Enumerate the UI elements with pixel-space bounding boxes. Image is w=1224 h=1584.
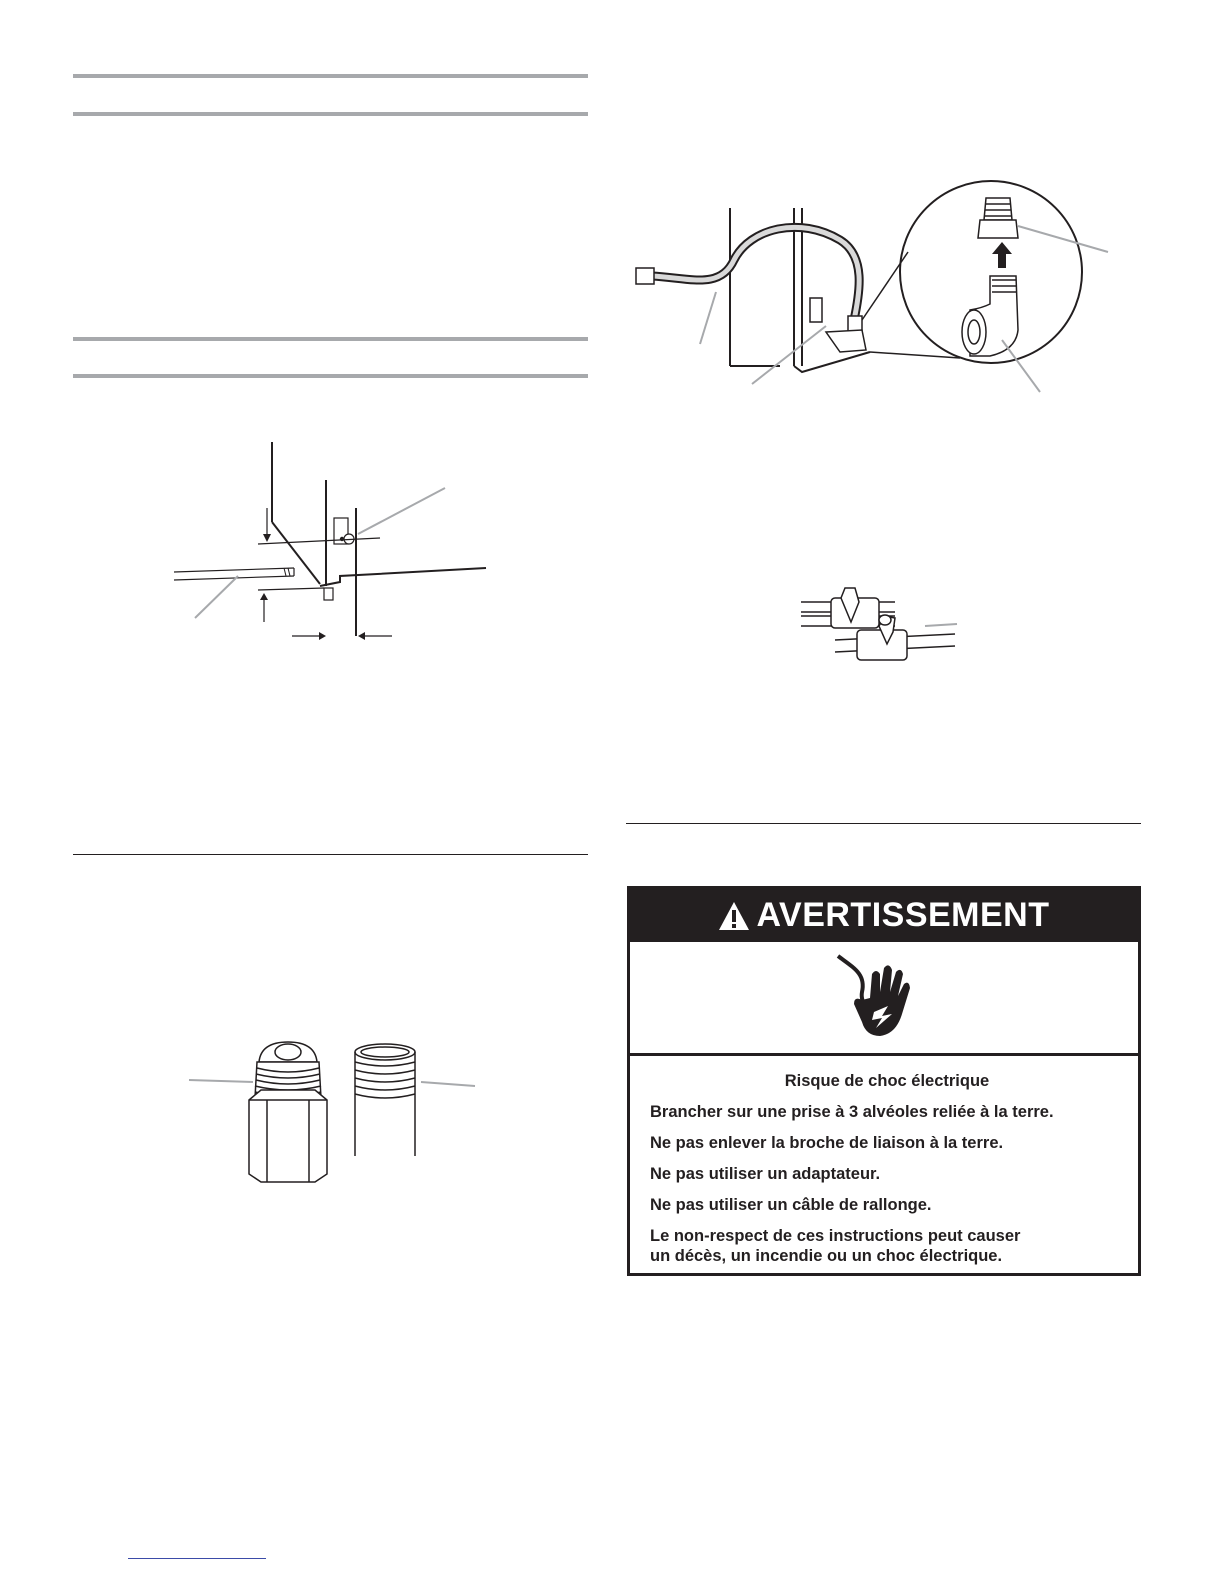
section-divider-right <box>626 823 1141 824</box>
electric-shock-hand-icon <box>832 952 922 1044</box>
warning-line: Ne pas utiliser un adaptateur. <box>650 1165 881 1183</box>
section-rule-top-1 <box>73 74 588 78</box>
warning-line: Ne pas utiliser un câble de rallonge. <box>650 1196 932 1214</box>
gas-inlet-position-diagram <box>160 430 500 650</box>
warning-hazard: Risque de choc électrique <box>784 1072 990 1090</box>
footer-link-underline[interactable] <box>128 1558 266 1559</box>
gas-shutoff-valve-diagram <box>795 582 965 672</box>
warning-text <box>650 1071 1124 1266</box>
warning-consequence: Le non-respect de ces instructions peut causer un décès, un incendie ou un choc électrique. <box>650 1227 1021 1265</box>
section-rule-top-2 <box>73 112 588 116</box>
section-rule-mid-1 <box>73 337 588 341</box>
warning-line: Ne pas enlever la broche de liaison à la terre. <box>650 1134 1004 1152</box>
warning-icon-panel <box>630 942 1138 1056</box>
warning-line: Brancher sur une prise à 3 alvéoles reliée à la terre. <box>650 1103 1054 1121</box>
warning-header <box>630 889 1138 942</box>
section-rule-mid-2 <box>73 374 588 378</box>
section-divider-left <box>73 854 588 855</box>
warning-triangle-icon <box>718 901 750 931</box>
electrical-warning-box <box>627 886 1141 1276</box>
warning-title: AVERTISSEMENT <box>756 896 1050 934</box>
pipe-thread-fitting-diagram <box>185 1038 485 1188</box>
flexible-connector-elbow-diagram <box>630 180 1120 400</box>
